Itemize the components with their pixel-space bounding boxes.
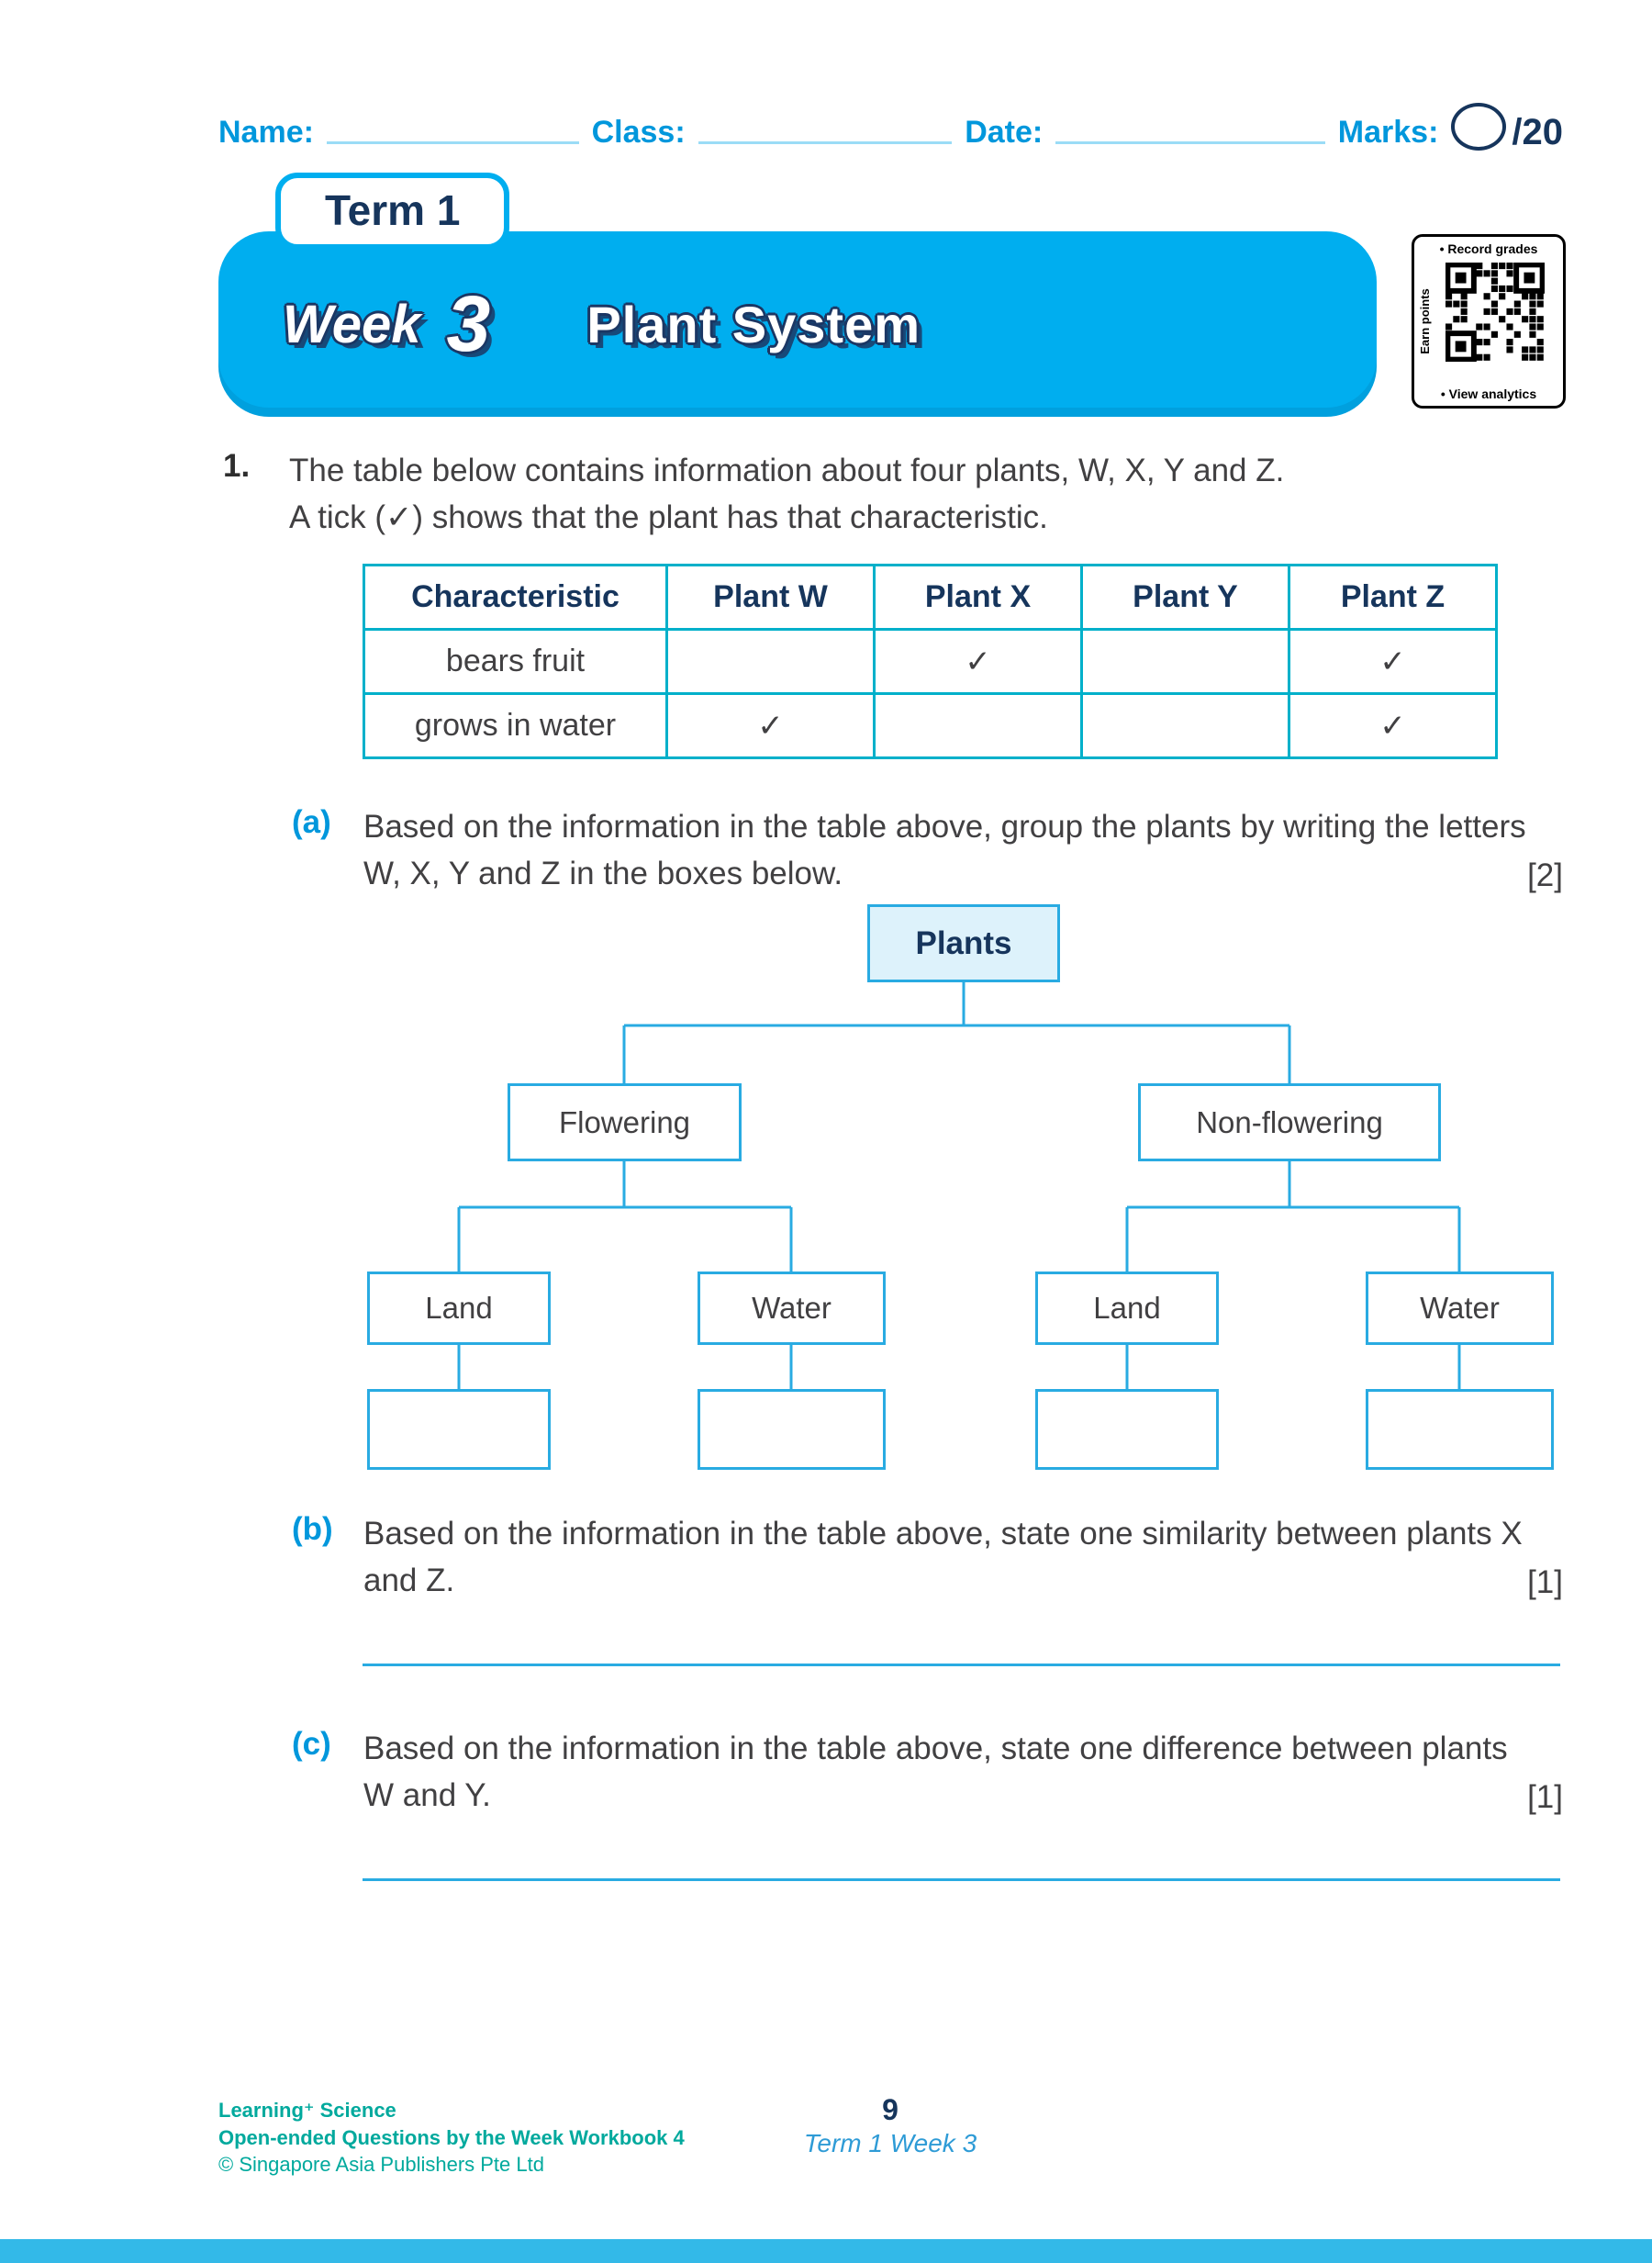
tree-node-non-flowering-water: Water [1366, 1272, 1554, 1345]
week-label: Week [283, 294, 421, 354]
classification-tree [211, 904, 1560, 1478]
question-intro-line-2: A tick (✓) shows that the plant has that characteristic. [289, 499, 1048, 535]
part-b-answer-line[interactable] [363, 1664, 1560, 1666]
term-label: Term 1 [325, 186, 461, 234]
name-label: Name: [218, 115, 314, 150]
imprint-series: Learning⁺ Science [218, 2099, 396, 2122]
class-label: Class: [591, 115, 686, 150]
part-c-marks: [1] [1527, 1778, 1563, 1815]
marks-total: /20 [1512, 112, 1563, 152]
qr-code [1446, 263, 1545, 362]
tree-node-non-flowering-land: Land [1035, 1272, 1219, 1345]
qr-caption-view-analytics: • View analytics [1441, 387, 1536, 401]
header-plant-x: Plant X [875, 566, 1082, 630]
date-blank[interactable] [1055, 141, 1325, 144]
date-label: Date: [965, 115, 1044, 150]
part-b-text: Based on the information in the table above, state one similarity between plants X and Z. [363, 1516, 1523, 1598]
answer-box-flowering-water[interactable] [698, 1389, 886, 1470]
question-number: 1. [223, 448, 251, 484]
part-b-label: (b) [292, 1511, 333, 1547]
imprint-title: Open-ended Questions by the Week Workbook 4 [218, 2125, 685, 2149]
header-characteristic: Characteristic [364, 566, 667, 630]
publisher-imprint [218, 2097, 685, 2179]
part-b-marks: [1] [1527, 1563, 1563, 1600]
week-banner [218, 231, 1377, 417]
qr-panel [1412, 234, 1566, 409]
tick-cell: ✓ [1289, 630, 1497, 694]
part-a [292, 804, 1563, 898]
page-footer-center [698, 2093, 1083, 2158]
imprint-copyright: © Singapore Asia Publishers Pte Ltd [218, 2153, 544, 2177]
part-a-marks: [2] [1527, 857, 1563, 893]
header-plant-y: Plant Y [1082, 566, 1289, 630]
tree-node-flowering-land: Land [367, 1272, 551, 1345]
page-header [218, 103, 1563, 151]
tree-node-non-flowering: Non-flowering [1138, 1083, 1441, 1161]
row-label-cell: bears fruit [364, 630, 667, 694]
tree-node-flowering: Flowering [508, 1083, 742, 1161]
page-reference: Term 1 Week 3 [803, 2129, 977, 2157]
tick-cell: ✓ [1289, 694, 1497, 758]
tick-cell [667, 630, 875, 694]
answer-box-non-flowering-water[interactable] [1366, 1389, 1554, 1470]
class-blank[interactable] [698, 141, 953, 144]
header-plant-w: Plant W [667, 566, 875, 630]
question-intro-line-1: The table below contains information about four plants, W, X, Y and Z. [289, 453, 1285, 488]
name-group [218, 115, 579, 151]
answer-box-non-flowering-land[interactable] [1035, 1389, 1219, 1470]
page-number: 9 [882, 2093, 899, 2126]
tick-cell [875, 694, 1082, 758]
table-header-row [364, 566, 1497, 630]
term-tab [275, 173, 509, 250]
part-c [292, 1726, 1563, 1820]
question-intro [289, 448, 1284, 542]
part-a-text: Based on the information in the table above, group the plants by writing the letters W, X, Y and Z in the boxes below. [363, 809, 1526, 891]
qr-caption-earn-points: Earn points [1418, 288, 1432, 354]
qr-caption-record-grades: • Record grades [1440, 241, 1538, 256]
part-c-label: (c) [292, 1726, 331, 1762]
tick-cell: ✓ [875, 630, 1082, 694]
marks-label: Marks: [1337, 115, 1439, 150]
characteristics-table [363, 564, 1498, 759]
date-group [965, 115, 1325, 151]
part-c-answer-line[interactable] [363, 1878, 1560, 1881]
marks-circle[interactable] [1451, 103, 1506, 151]
table-row [364, 630, 1497, 694]
class-group [592, 115, 953, 151]
tree-node-flowering-water: Water [698, 1272, 886, 1345]
part-a-label: (a) [292, 804, 331, 840]
part-b [292, 1511, 1563, 1605]
question-1 [223, 448, 1563, 542]
tick-cell [1082, 694, 1289, 758]
tick-cell [1082, 630, 1289, 694]
week-number: 3 [446, 280, 491, 368]
marks-group [1338, 103, 1563, 151]
row-label-cell: grows in water [364, 694, 667, 758]
answer-box-flowering-land[interactable] [367, 1389, 551, 1470]
page-bottom-bar [0, 2239, 1652, 2263]
table-row [364, 694, 1497, 758]
tick-cell: ✓ [667, 694, 875, 758]
tree-node-plants: Plants [867, 904, 1060, 982]
chapter-title: Plant System [586, 295, 921, 353]
name-blank[interactable] [327, 141, 579, 144]
part-c-text: Based on the information in the table above, state one difference between plants W and Y. [363, 1731, 1508, 1813]
header-plant-z: Plant Z [1289, 566, 1497, 630]
